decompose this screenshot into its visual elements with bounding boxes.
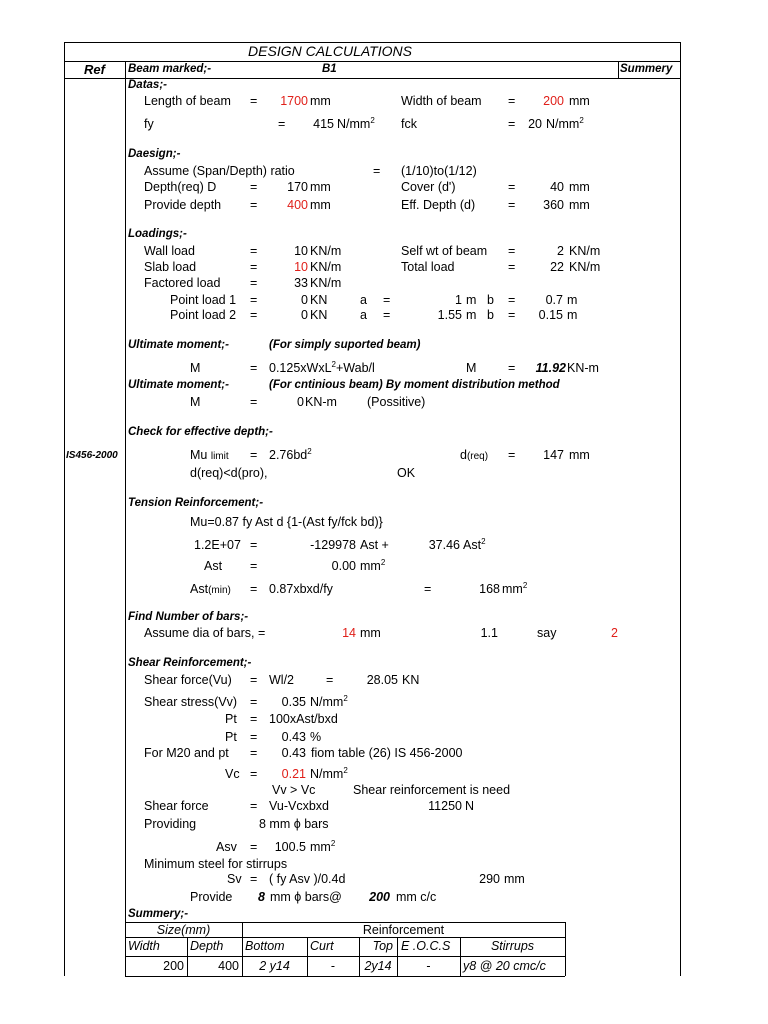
shear-force-label: Shear force(Vu) xyxy=(144,673,232,687)
eq-sign: = xyxy=(250,746,258,760)
coef-2: 37.46 xyxy=(428,538,460,552)
eq-sign: = xyxy=(508,448,516,462)
asv-unit xyxy=(310,838,336,854)
wall-load-value: 10 xyxy=(294,244,308,258)
shear-heading: Shear Reinforcement;- xyxy=(128,657,252,669)
eq-sign: = xyxy=(250,559,258,573)
bar-dia-label: Assume dia of bars, = xyxy=(144,626,266,640)
superscript: 2 xyxy=(330,838,336,848)
say-label: say xyxy=(537,626,557,640)
eq-sign: = xyxy=(250,361,258,375)
total-load-label: Total load xyxy=(401,260,455,274)
net-shear-unit: N xyxy=(465,799,475,813)
fck-unit-text: N/mm xyxy=(546,117,580,131)
eq-sign: = xyxy=(250,730,258,744)
table-line xyxy=(125,976,565,977)
continuous-beam-note: (For cntinious beam) By moment distribution method xyxy=(269,379,560,391)
fy-value: 415 xyxy=(313,117,334,131)
eq-sign: = xyxy=(508,94,516,108)
shear-compare-note: Shear reinforcement is need xyxy=(353,783,511,797)
provide-dia: 8 xyxy=(258,890,265,904)
ast-plus: Ast + xyxy=(360,538,389,552)
ast-min-unit xyxy=(502,580,528,596)
depth-compare: d(req)<d(pro), xyxy=(190,466,268,480)
ultimate-moment-heading-2: Ultimate moment;- xyxy=(128,379,229,391)
d-req-text: d xyxy=(460,448,467,462)
ast-unit-text: mm xyxy=(360,559,381,573)
self-wt-value: 2 xyxy=(557,244,564,258)
net-shear-label: Shear force xyxy=(144,799,209,813)
kn-unit: KN xyxy=(310,293,328,307)
beam-id: B1 xyxy=(322,63,337,75)
cell-curt: - xyxy=(330,959,336,973)
pt-value: 0.43 xyxy=(281,730,306,744)
total-load-value: 22 xyxy=(550,260,564,274)
superscript: 2 xyxy=(579,115,584,125)
superscript: 2 xyxy=(331,359,336,369)
superscript: 2 xyxy=(522,580,528,590)
slab-load-unit: KN/m xyxy=(310,260,342,274)
eq-sign: = xyxy=(373,164,381,178)
summary-column-border xyxy=(618,61,619,78)
point-load-2-b: 0.15 xyxy=(538,308,563,322)
ratio-label: Assume (Span/Depth) ratio xyxy=(144,164,295,178)
size-header: Size(mm) xyxy=(156,923,211,937)
fy-label: fy xyxy=(144,117,154,131)
eq-sign: = xyxy=(250,276,258,290)
moment-unit: KN-m xyxy=(567,361,599,375)
eq-sign: = xyxy=(508,308,516,322)
ast-label: Ast xyxy=(204,559,223,573)
factored-load-label: Factored load xyxy=(144,276,221,290)
a-label: a xyxy=(360,308,367,322)
bar-dia-value: 14 xyxy=(342,626,356,640)
ast-min-formula: 0.87xbxd/fy xyxy=(269,582,333,596)
length-value: 1700 xyxy=(280,94,308,108)
ratio-value: (1/10)to(1/12) xyxy=(401,164,477,178)
superscript: 2 xyxy=(380,557,386,567)
eq-sign: = xyxy=(250,712,258,726)
shear-stress-value: 0.35 xyxy=(281,695,306,709)
fck-unit xyxy=(546,115,584,131)
provide-label: Provide xyxy=(190,890,233,904)
mu-label-text: Mu xyxy=(190,448,208,462)
cell-stirrups: y8 @ 20 cmc/c xyxy=(463,959,546,973)
table-line xyxy=(565,922,566,976)
factored-load-unit: KN/m xyxy=(310,276,342,290)
title-row-border xyxy=(64,61,680,62)
eq-sign: = xyxy=(250,293,258,307)
col-curt: Curt xyxy=(310,939,334,953)
point-load-1-a: 1 xyxy=(455,293,462,307)
provide-depth-unit: mm xyxy=(310,198,331,212)
eq-sign: = xyxy=(278,117,286,131)
design-heading: Daesign;- xyxy=(128,148,181,160)
bar-count: 1.1 xyxy=(480,626,498,640)
provide-depth-label: Provide depth xyxy=(144,198,222,212)
shear-force-unit: KN xyxy=(402,673,420,687)
eq-sign: = xyxy=(508,117,516,131)
shear-stress-unit-text: N/mm xyxy=(310,695,344,709)
tension-heading: Tension Reinforcement;- xyxy=(128,497,264,509)
mu-formula-text: 2.76bd xyxy=(269,448,308,462)
shear-compare: Vv > Vc xyxy=(272,783,316,797)
eq-sign: = xyxy=(508,180,516,194)
moment-label: M xyxy=(190,395,201,409)
ref-note-is456: IS456-2000 xyxy=(66,450,118,461)
ast-min-sub: (min) xyxy=(208,585,231,596)
fy-unit-text: N/mm xyxy=(337,117,371,131)
eq-sign: = xyxy=(508,260,516,274)
sv-unit: mm xyxy=(504,872,525,886)
provide-unit: mm c/c xyxy=(396,890,437,904)
loadings-heading: Loadings;- xyxy=(128,228,187,240)
bars-heading: Find Number of bars;- xyxy=(128,611,249,623)
col-top: Top xyxy=(372,939,393,953)
cover-unit: mm xyxy=(569,180,590,194)
pt-formula: 100xAst/bxd xyxy=(269,712,338,726)
b-label: b xyxy=(487,293,494,307)
length-unit: mm xyxy=(310,94,331,108)
pt-unit: % xyxy=(310,730,322,744)
superscript: 2 xyxy=(307,446,312,456)
cell-bottom: 2 y14 xyxy=(259,959,290,973)
eq-sign: = xyxy=(250,695,258,709)
summary-header: Summery xyxy=(620,63,673,75)
m20-pt-value: 0.43 xyxy=(281,746,306,760)
eq-sign: = xyxy=(326,673,334,687)
asv-value: 100.5 xyxy=(274,840,306,854)
bar-dia-unit: mm xyxy=(360,626,381,640)
wall-load-label: Wall load xyxy=(144,244,195,258)
moment-formula-tail: +Wab/l xyxy=(335,361,375,375)
col-stirrups: Stirrups xyxy=(490,939,535,953)
ast-min-text: Ast xyxy=(190,582,209,596)
summary-heading: Summery;- xyxy=(128,908,189,920)
beam-marked-label: Beam marked;- xyxy=(128,63,212,75)
slab-load-label: Slab load xyxy=(144,260,197,274)
frame-left-border xyxy=(64,42,65,976)
total-load-unit: KN/m xyxy=(569,260,601,274)
ast-squared xyxy=(463,536,486,552)
a-label: a xyxy=(360,293,367,307)
check-depth-heading: Check for effective depth;- xyxy=(128,426,273,438)
col-width: Width xyxy=(128,939,160,953)
moment-2-value: 0 xyxy=(297,395,304,409)
cell-depth: 400 xyxy=(218,959,239,973)
ast-min-value: 168 xyxy=(479,582,500,596)
simply-supported-note: (For simply suported beam) xyxy=(269,339,421,351)
datas-heading: Datas;- xyxy=(128,79,167,91)
d-req-sub: (req) xyxy=(466,451,489,462)
eq-sign: = xyxy=(250,198,258,212)
superscript: 2 xyxy=(370,115,375,125)
pt-label: Pt xyxy=(225,712,237,726)
self-wt-unit: KN/m xyxy=(569,244,601,258)
superscript: 2 xyxy=(343,765,348,775)
point-load-1-label: Point load 1 xyxy=(170,293,237,307)
m-unit: m xyxy=(567,293,578,307)
eq-sign: = xyxy=(250,448,258,462)
ast-min-unit-text: mm xyxy=(502,582,523,596)
moment-2-note: (Possitive) xyxy=(367,395,426,409)
col-bottom: Bottom xyxy=(245,939,285,953)
kn-unit: KN xyxy=(310,308,328,322)
eq-sign: = xyxy=(250,244,258,258)
point-load-1-value: 0 xyxy=(301,293,308,307)
asv-label: Asv xyxy=(216,840,237,854)
eff-depth-value: 360 xyxy=(543,198,564,212)
point-load-2-value: 0 xyxy=(301,308,308,322)
width-value: 200 xyxy=(543,94,564,108)
eq-sign: = xyxy=(383,308,391,322)
ref-column-border xyxy=(125,61,126,976)
net-shear-formula: Vu-Vcxbxd xyxy=(269,799,329,813)
wall-load-unit: KN/m xyxy=(310,244,342,258)
point-load-2-label: Point load 2 xyxy=(170,308,237,322)
moment-formula xyxy=(269,359,375,375)
fck-value: 20 xyxy=(528,117,542,131)
fck-label: fck xyxy=(401,117,417,131)
pt-label: Pt xyxy=(225,730,237,744)
sv-formula: ( fy Asv )/0.4d xyxy=(269,872,346,886)
ast-unit xyxy=(360,557,386,573)
mu-limit-formula xyxy=(269,446,312,462)
cell-top: 2y14 xyxy=(364,959,392,973)
eq-sign: = xyxy=(250,180,258,194)
provide-spacing: 200 xyxy=(369,890,390,904)
eq-sign: = xyxy=(508,244,516,258)
width-label: Width of beam xyxy=(401,94,482,108)
eff-depth-label: Eff. Depth (d) xyxy=(401,198,476,212)
page-title: DESIGN CALCULATIONS xyxy=(248,43,412,59)
self-wt-label: Self wt of beam xyxy=(401,244,488,258)
shear-stress-label: Shear stress(Vv) xyxy=(144,695,238,709)
vc-unit-text: N/mm xyxy=(310,767,344,781)
net-shear-value: 11250 xyxy=(428,799,462,813)
depth-req-value: 170 xyxy=(287,180,308,194)
vc-value: 0.21 xyxy=(281,767,306,781)
depth-req-label: Depth(req) D xyxy=(144,180,217,194)
eq-sign: = xyxy=(424,582,432,596)
eq-sign: = xyxy=(250,767,258,781)
eq-sign: = xyxy=(250,673,258,687)
ultimate-moment-heading: Ultimate moment;- xyxy=(128,339,229,351)
depth-req-unit: mm xyxy=(310,180,331,194)
m-unit: m xyxy=(567,308,578,322)
ast-value: 0.00 xyxy=(331,559,356,573)
eq-sign: = xyxy=(250,395,258,409)
providing-label: Providing xyxy=(144,817,197,831)
moment-2-unit: KN-m xyxy=(305,395,337,409)
d-req-unit: mm xyxy=(569,448,590,462)
point-load-1-b: 0.7 xyxy=(545,293,563,307)
superscript: 2 xyxy=(343,693,348,703)
eq-sign: = xyxy=(250,260,258,274)
moment-formula-text: 0.125xWxL xyxy=(269,361,332,375)
table-line xyxy=(125,956,565,957)
mu-limit-label xyxy=(190,449,229,462)
mu-value: 1.2E+07 xyxy=(194,538,241,552)
moment-label: M xyxy=(466,361,477,375)
min-steel-label: Minimum steel for stirrups xyxy=(144,857,288,871)
tension-equation: Mu=0.87 fy Ast d {1-(Ast fy/fck bd)} xyxy=(190,515,383,529)
ref-header: Ref xyxy=(84,62,105,77)
moment-label: M xyxy=(190,361,201,375)
eq-sign: = xyxy=(383,293,391,307)
sv-value: 290 xyxy=(479,872,500,886)
eq-sign: = xyxy=(508,198,516,212)
cell-width: 200 xyxy=(163,959,184,973)
point-load-2-a: 1.55 xyxy=(437,308,462,322)
vc-label: Vc xyxy=(225,767,240,781)
asv-unit-text: mm xyxy=(310,840,331,854)
say-value: 2 xyxy=(611,626,618,640)
factored-load-value: 33 xyxy=(294,276,308,290)
ast-min-label xyxy=(190,583,231,596)
shear-stress-unit xyxy=(310,693,348,709)
reinforcement-header: Reinforcement xyxy=(362,923,445,937)
providing-value: 8 mm ϕ bars xyxy=(259,817,329,831)
shear-force-formula: Wl/2 xyxy=(269,673,294,687)
width-unit: mm xyxy=(569,94,590,108)
table-line xyxy=(125,937,565,938)
cover-value: 40 xyxy=(550,180,564,194)
eq-sign: = xyxy=(250,840,258,854)
frame-right-border xyxy=(680,42,681,976)
slab-load-value: 10 xyxy=(294,260,308,274)
m20-label: For M20 and pt xyxy=(144,746,229,760)
col-depth: Depth xyxy=(190,939,224,953)
eq-sign: = xyxy=(250,538,258,552)
m-unit: m xyxy=(466,308,477,322)
d-req-label xyxy=(460,449,488,462)
cover-label: Cover (d') xyxy=(401,180,456,194)
fy-unit xyxy=(337,115,375,131)
mu-sub: limit xyxy=(210,451,229,462)
provide-depth-value: 400 xyxy=(287,198,308,212)
eq-sign: = xyxy=(508,293,516,307)
b-label: b xyxy=(487,308,494,322)
coef-1: -129978 xyxy=(310,538,356,552)
vc-unit xyxy=(310,765,348,781)
eq-sign: = xyxy=(508,361,516,375)
eq-sign: = xyxy=(250,308,258,322)
eq-sign: = xyxy=(250,872,258,886)
superscript: 2 xyxy=(481,536,486,546)
length-label: Length of beam xyxy=(144,94,231,108)
col-eocs: E .O.C.S xyxy=(401,939,451,953)
eff-depth-unit: mm xyxy=(569,198,590,212)
eq-sign: = xyxy=(250,94,258,108)
depth-check-result: OK xyxy=(397,466,416,480)
provide-mid: mm ϕ bars@ xyxy=(270,890,342,904)
cell-eocs: - xyxy=(426,959,431,973)
m-unit: m xyxy=(466,293,477,307)
eq-sign: = xyxy=(250,582,258,596)
shear-force-value: 28.05 xyxy=(366,673,398,687)
d-req-value: 147 xyxy=(543,448,564,462)
moment-value: 11.92 xyxy=(535,361,566,375)
table-reference: fiom table (26) IS 456-2000 xyxy=(311,746,463,760)
eq-sign: = xyxy=(250,799,258,813)
sv-label: Sv xyxy=(227,872,242,886)
ast-sq-text: Ast xyxy=(463,538,482,552)
